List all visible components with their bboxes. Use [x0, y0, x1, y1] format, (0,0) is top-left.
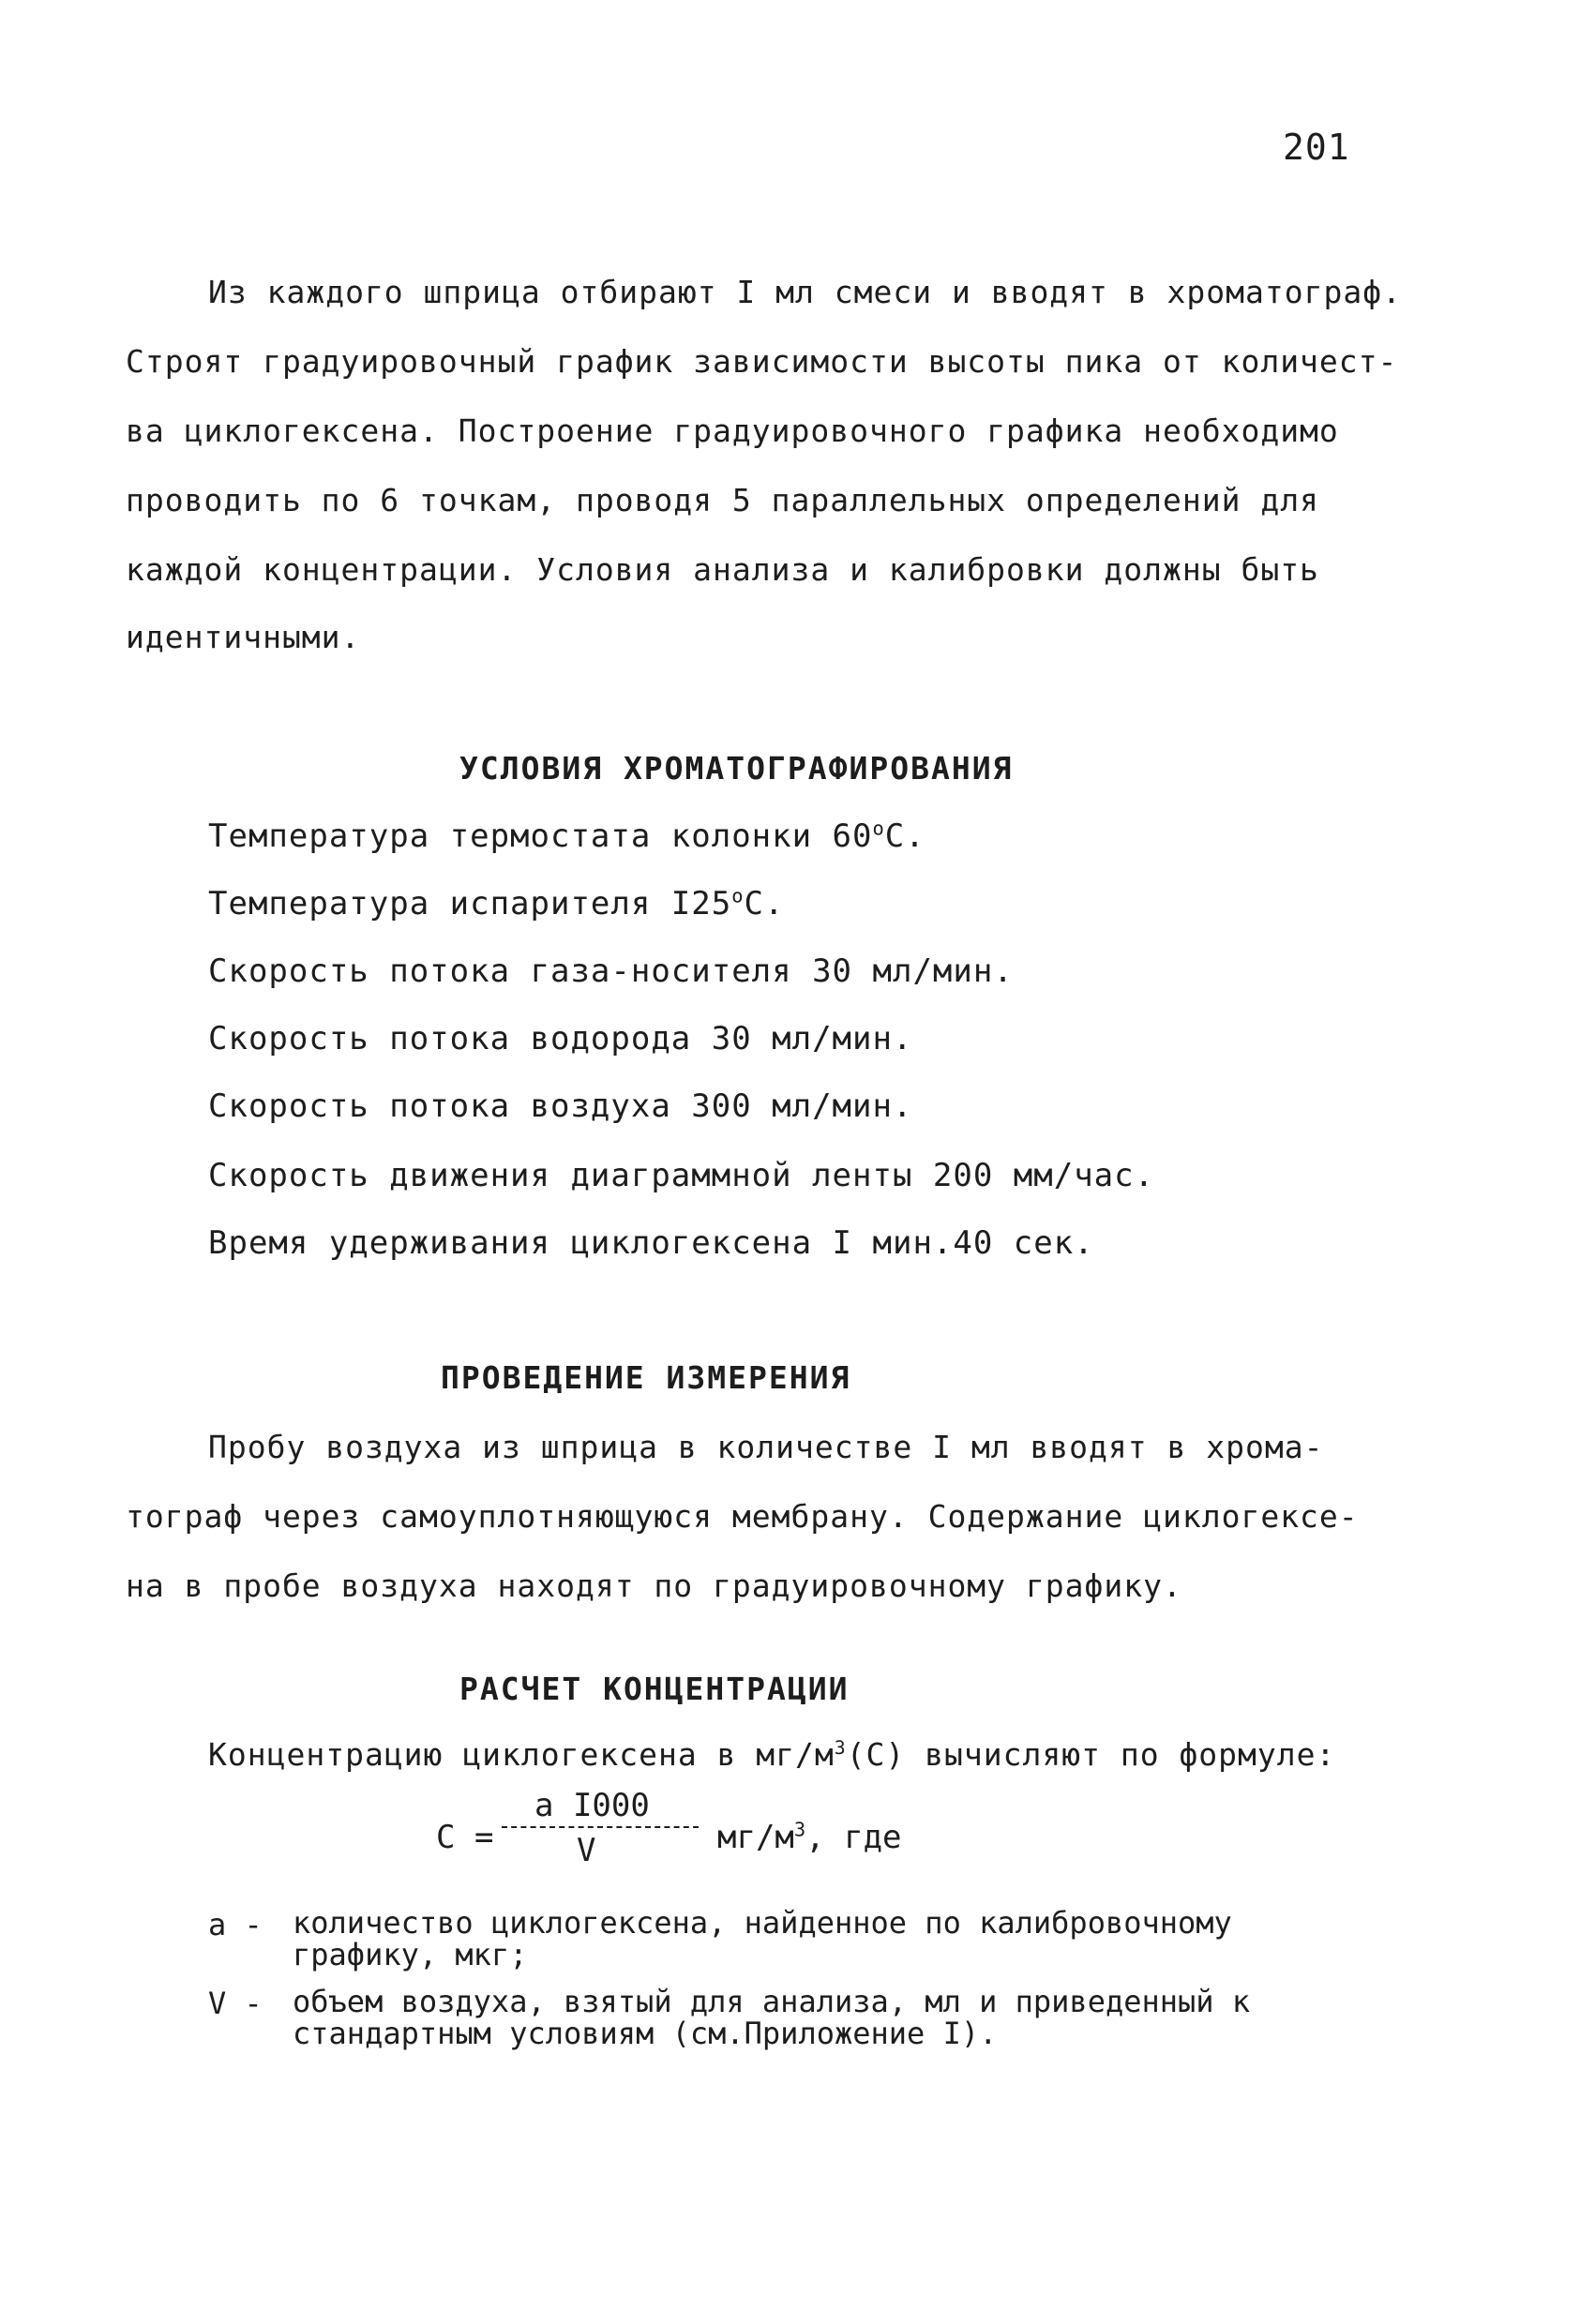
condition-item: Время удерживания циклогексена I мин.40 сек.	[208, 1224, 1094, 1262]
definition-symbol: а -	[208, 1907, 263, 1942]
intro-line: ва циклогексена. Построение градуировочного графика необходимо	[126, 412, 1339, 449]
fraction-bar	[502, 1826, 699, 1828]
page-number: 201	[1283, 127, 1350, 168]
section-heading-measurement: ПРОВЕДЕНИЕ ИЗМЕРЕНИЯ	[441, 1359, 851, 1396]
condition-item: Скорость потока водорода 30 мл/мин.	[208, 1020, 913, 1057]
measurement-line: на в пробе воздуха находят по градуировочному графику.	[126, 1567, 1182, 1604]
intro-line: Из каждого шприца отбирают I мл смеси и вводят в хроматограф.	[208, 274, 1402, 310]
condition-item: Температура испарителя $I25^оС$.	[208, 884, 785, 922]
definition-symbol: V -	[208, 1986, 263, 2021]
condition-item: Скорость потока воздуха 300 мл/мин.	[208, 1087, 913, 1125]
measurement-line: тограф через самоуплотняющуюся мембрану. Содержание циклогексе-	[126, 1498, 1359, 1535]
measurement-line: Пробу воздуха из шприца в количестве I мл вводят в хрома-	[208, 1429, 1324, 1465]
concentration-formula	[436, 1787, 999, 1873]
condition-item: Скорость движения диаграммной ленты 200 мм/час.	[208, 1157, 1155, 1194]
formula-denominator: V	[577, 1832, 596, 1869]
definition-text: количество циклогексена, найденное по калибровочному графику, мкг;	[293, 1905, 1232, 1972]
calculation-intro: Концентрацию циклогексена в $мг/м^3(С)$ вычисляют по формуле:	[208, 1736, 1336, 1773]
formula-lhs: С =	[436, 1819, 494, 1856]
section-heading-calculation: РАСЧЕТ КОНЦЕНТРАЦИИ	[459, 1671, 850, 1707]
formula-unit: $мг/м^3$, где	[717, 1818, 902, 1856]
intro-line: проводить по 6 точкам, проводя 5 параллельных определений для	[126, 482, 1319, 518]
formula-numerator: а I000	[534, 1787, 650, 1824]
condition-item: Температура термостата колонки $60^оС$.	[208, 817, 925, 855]
definition-text: объем воздуха, взятый для анализа, мл и приведенный к стандартным условиям (см.Приложение I).	[293, 1984, 1251, 2051]
intro-line: Строят градуировочный график зависимости высоты пика от количест-	[126, 343, 1398, 380]
intro-line: идентичными.	[126, 619, 361, 655]
condition-item: Скорость потока газа-носителя 30 мл/мин.	[208, 952, 1014, 990]
section-heading-chromatography: УСЛОВИЯ ХРОМАТОГРАФИРОВАНИЯ	[459, 750, 1014, 787]
intro-line: каждой концентрации. Условия анализа и калибровки должны быть	[126, 551, 1319, 588]
